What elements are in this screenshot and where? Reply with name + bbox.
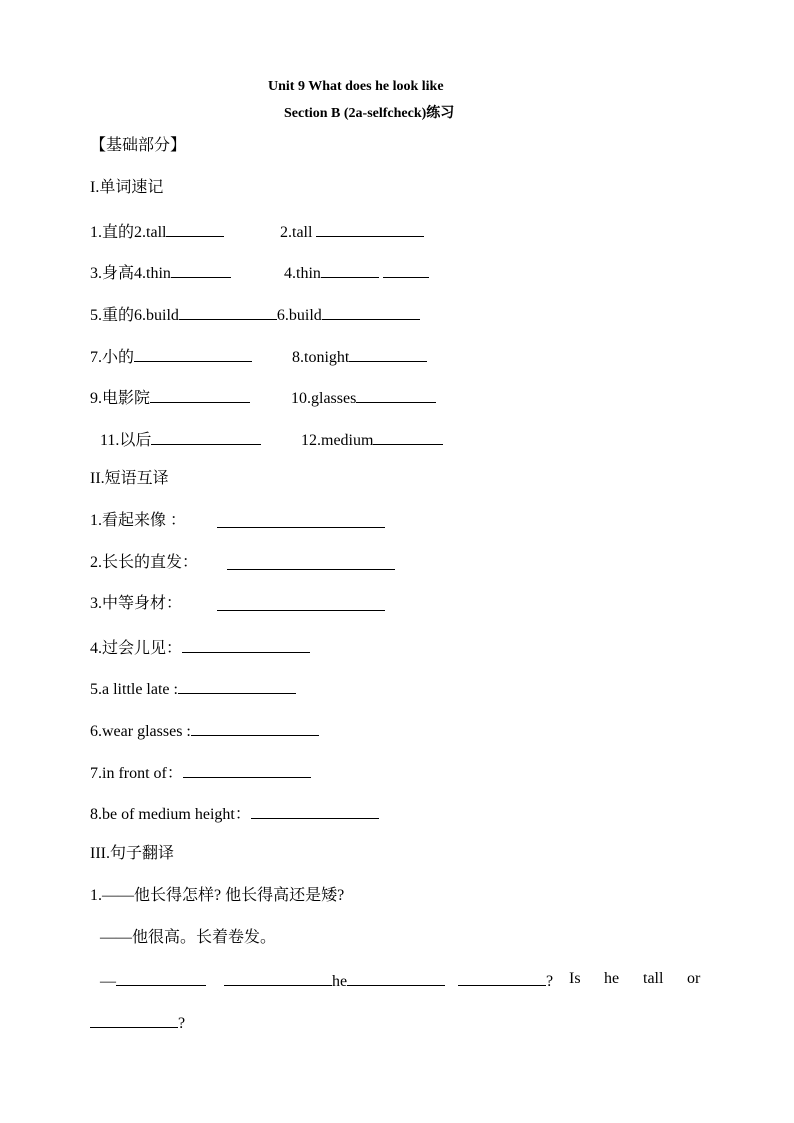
answer-text: or: [687, 970, 701, 987]
phrase-prompt: 6.wear glasses :: [90, 723, 191, 740]
sentence-answer-row: [100, 969, 710, 989]
worksheet-subtitle: Section B (2a-selfcheck)练习: [284, 106, 455, 121]
phrase-row: [90, 802, 379, 825]
answer-blank[interactable]: [383, 261, 429, 278]
answer-blank[interactable]: [224, 969, 332, 986]
answer-blank[interactable]: [458, 969, 546, 986]
part3-heading: III.句子翻译: [90, 845, 174, 862]
answer-text: he: [604, 970, 620, 987]
part2-heading: II.短语互译: [90, 470, 169, 487]
answer-text: he: [332, 973, 348, 990]
vocab-row-1: [90, 220, 313, 243]
phrase-prompt: 3.中等身材：: [90, 595, 183, 612]
vocab-row-6: [100, 428, 374, 451]
answer-blank[interactable]: [178, 677, 296, 694]
phrase-row: [90, 677, 296, 700]
answer-blank[interactable]: [316, 220, 424, 237]
vocab-row-4: [90, 345, 350, 368]
vocab-item: 5.重的: [90, 307, 135, 324]
answer-blank[interactable]: [373, 428, 443, 445]
phrase-prompt: 8.be of medium height：: [90, 806, 251, 823]
vocab-item: 2.tall: [134, 224, 167, 241]
vocab-row-3: [90, 303, 420, 326]
vocab-item: 6.build: [134, 307, 179, 324]
part1-heading: I.单词速记: [90, 179, 164, 196]
vocab-item: 7.小的: [90, 349, 135, 366]
answer-blank[interactable]: [134, 345, 252, 362]
vocab-item: 9.电影院: [90, 390, 151, 407]
answer-blank[interactable]: [227, 553, 395, 570]
phrase-row: [90, 719, 319, 742]
answer-blank[interactable]: [356, 386, 436, 403]
vocab-item: 10.glasses: [291, 390, 357, 407]
answer-blank[interactable]: [182, 636, 310, 653]
answer-blank[interactable]: [150, 386, 250, 403]
answer-blank[interactable]: [151, 428, 261, 445]
answer-blank[interactable]: [217, 511, 385, 528]
phrase-prompt: 7.in front of：: [90, 765, 183, 782]
phrase-row: [90, 553, 198, 573]
answer-blank[interactable]: [179, 303, 277, 320]
vocab-item: 3.身高: [90, 265, 135, 282]
phrase-prompt: 1.看起来像 ：: [90, 512, 187, 529]
answer-blank[interactable]: [321, 261, 379, 278]
phrase-row: [90, 511, 186, 531]
answer-blank[interactable]: [191, 719, 319, 736]
sentence-answer-row: [90, 1011, 185, 1034]
answer-blank[interactable]: [171, 261, 231, 278]
answer-text: ?: [178, 1015, 186, 1032]
answer-blank[interactable]: [166, 220, 224, 237]
answer-blank[interactable]: [347, 969, 445, 986]
vocab-item: 1.直的: [90, 224, 135, 241]
phrase-prompt: 4.过会儿见：: [90, 640, 183, 657]
vocab-item: 8.tonight: [292, 349, 350, 366]
answer-blank[interactable]: [322, 303, 420, 320]
vocab-item: 11.以后: [100, 432, 152, 449]
answer-text: —: [100, 973, 116, 990]
basic-section-label: 【基础部分】: [90, 137, 187, 154]
phrase-prompt: 5.a little late :: [90, 681, 178, 698]
vocab-item: 12.medium: [301, 432, 374, 449]
answer-blank[interactable]: [116, 969, 206, 986]
answer-blank[interactable]: [251, 802, 379, 819]
answer-blank[interactable]: [90, 1011, 178, 1028]
vocab-item: 2.tall: [280, 224, 313, 241]
answer-text: ?: [546, 973, 554, 990]
sentence-prompt: 1.——他长得怎样? 他长得高还是矮?: [90, 887, 345, 904]
answer-blank[interactable]: [183, 761, 311, 778]
answer-text: Is: [569, 970, 581, 987]
phrase-row: [90, 636, 310, 659]
sentence-prompt: ——他很高。长着卷发。: [100, 929, 277, 946]
answer-blank[interactable]: [349, 345, 427, 362]
phrase-row: [90, 594, 182, 614]
vocab-item: 4.thin: [284, 265, 321, 282]
phrase-row: [90, 761, 311, 784]
answer-blank[interactable]: [217, 594, 385, 611]
worksheet-title: Unit 9 What does he look like: [268, 79, 444, 94]
vocab-item: 6.build: [276, 307, 322, 324]
vocab-row-2: [90, 261, 321, 284]
phrase-prompt: 2.长长的直发：: [90, 554, 199, 571]
vocab-row-5: [90, 386, 357, 409]
answer-text: tall: [643, 970, 664, 987]
vocab-item: 4.thin: [134, 265, 171, 282]
